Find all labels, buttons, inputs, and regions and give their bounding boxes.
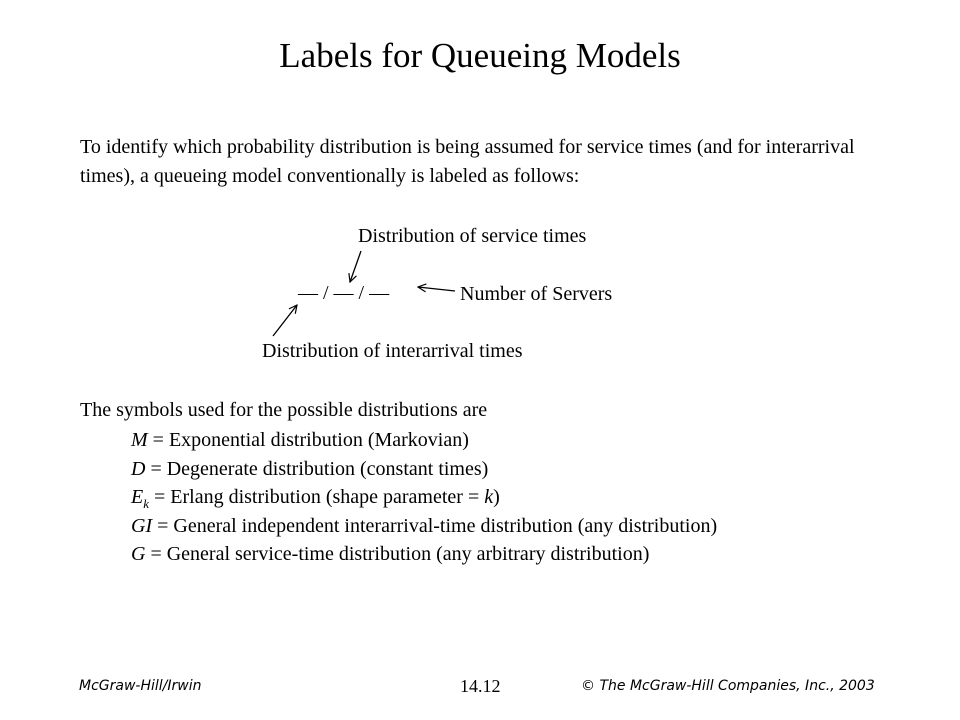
- symbol-row-d: [131, 456, 488, 482]
- queue-notation: — / — / —: [298, 282, 390, 304]
- symbol: GI: [131, 515, 153, 537]
- symbol-subscript: k: [143, 496, 149, 511]
- symbol-description: = General service-time distribution (any arbitrary distribution): [145, 543, 650, 565]
- symbol-row-g: [131, 541, 649, 567]
- footer-publisher: McGraw-Hill/Irwin: [79, 678, 202, 694]
- symbol-closing: ): [493, 486, 500, 508]
- symbol-description: = General independent interarrival-time distribution (any distribution): [152, 515, 718, 537]
- symbols-heading: The symbols used for the possible distributions are: [80, 399, 488, 421]
- symbol-description: = Erlang distribution (shape parameter =: [149, 486, 485, 508]
- servers-label: Number of Servers: [460, 283, 613, 305]
- service-times-label: Distribution of service times: [358, 225, 587, 247]
- service-arrow: [350, 251, 361, 282]
- footer-copyright: © The McGraw-Hill Companies, Inc., 2003: [581, 678, 875, 694]
- symbol: E: [131, 486, 144, 508]
- symbol-description: = Exponential distribution (Markovian): [147, 429, 469, 451]
- symbol-row-gi: [131, 513, 717, 539]
- slide-title: Labels for Queueing Models: [279, 36, 681, 75]
- symbol: D: [131, 458, 146, 480]
- intro-paragraph: To identify which probability distribution is being assumed for service times (and for interarrival times), a queueing model conventionally is labeled as follows:: [80, 136, 855, 187]
- symbol: G: [131, 543, 146, 565]
- slide-number: 14.12: [460, 676, 501, 696]
- interarrival-arrow: [273, 305, 297, 336]
- symbol-description: = Degenerate distribution (constant times): [145, 458, 489, 480]
- interarrival-times-label: Distribution of interarrival times: [262, 340, 523, 362]
- symbol-row-m: [131, 427, 469, 453]
- servers-arrow: [418, 287, 455, 291]
- symbol-param: k: [484, 486, 494, 508]
- symbol: M: [131, 429, 148, 451]
